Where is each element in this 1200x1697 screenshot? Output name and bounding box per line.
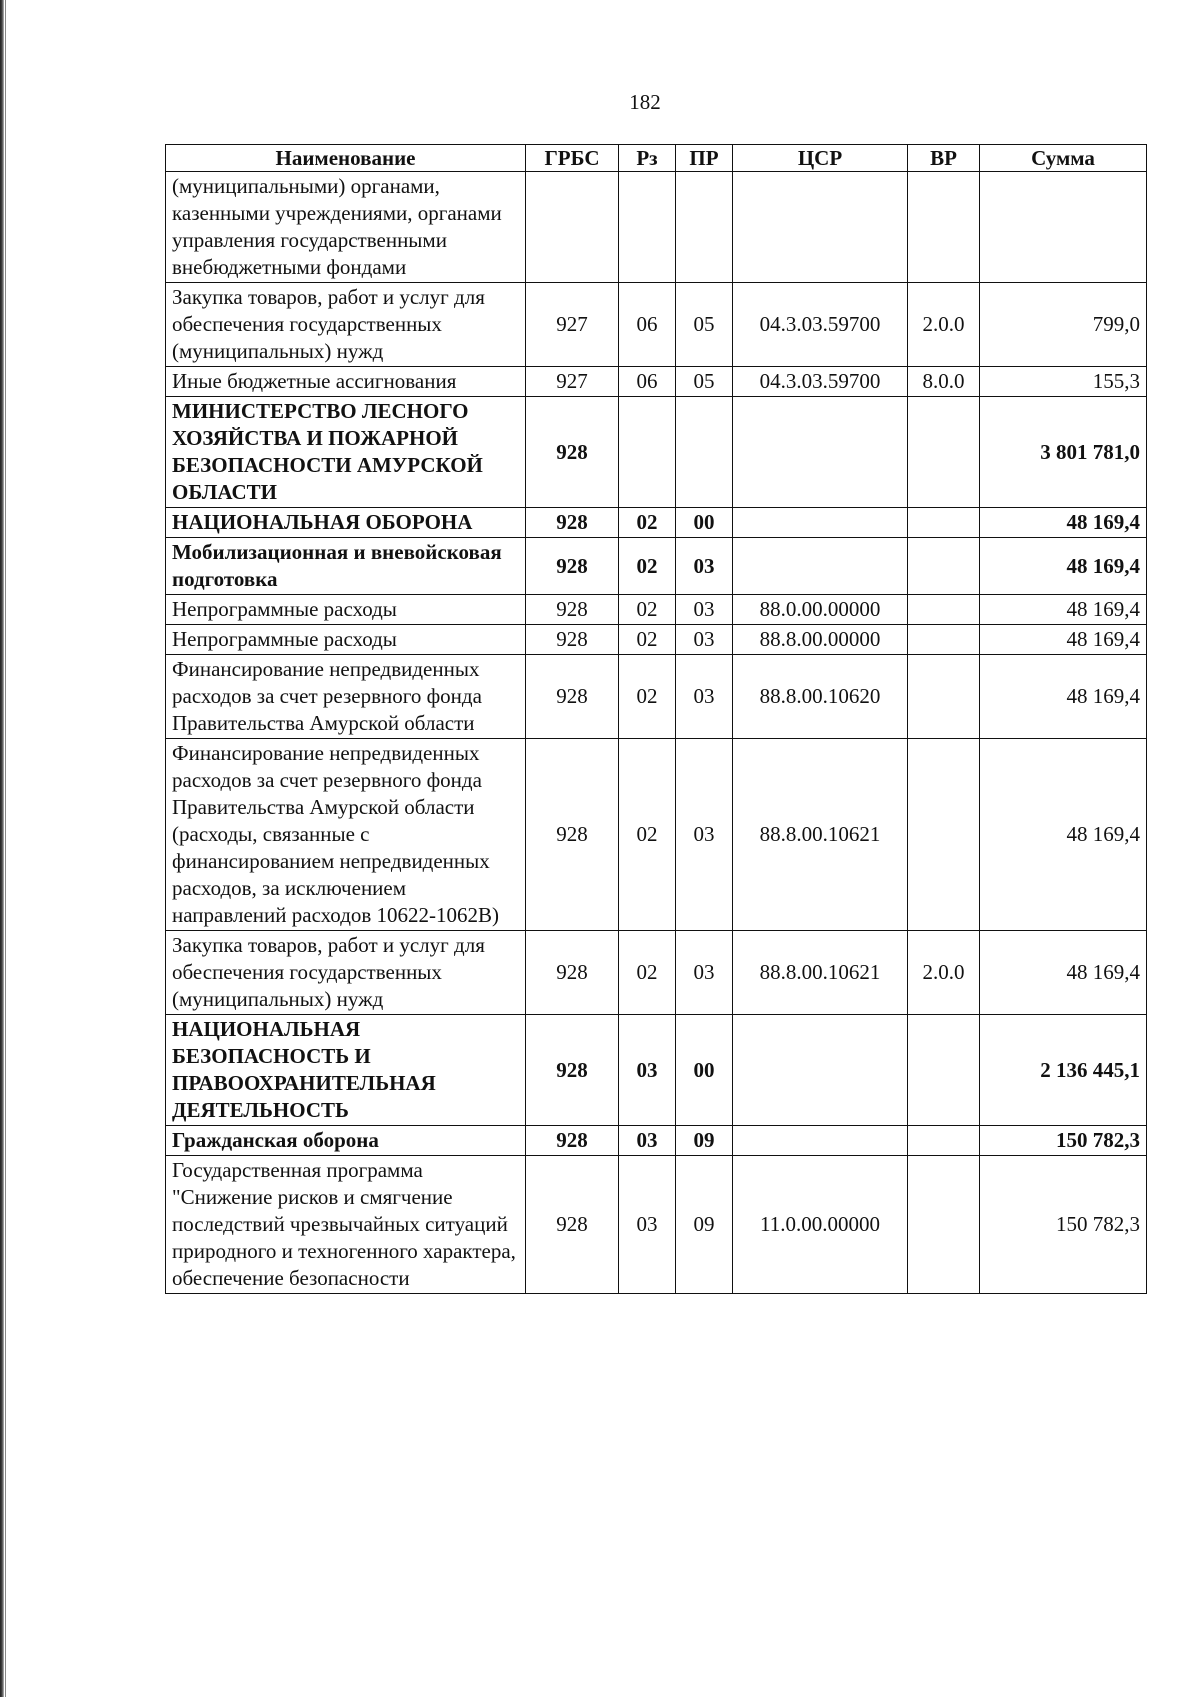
table-row <box>166 739 1147 931</box>
cell-pr: 03 <box>676 931 733 1015</box>
cell-rz: 02 <box>619 739 676 931</box>
cell-name: Финансирование непредвиденных расходов за счет резервного фонда Правительства Амурской области <box>166 655 526 739</box>
cell-sum: 48 169,4 <box>980 595 1147 625</box>
cell-csr <box>733 508 908 538</box>
cell-sum: 3 801 781,0 <box>980 397 1147 508</box>
cell-name: Непрограммные расходы <box>166 625 526 655</box>
cell-pr: 03 <box>676 625 733 655</box>
cell-csr: 88.0.00.00000 <box>733 595 908 625</box>
cell-vr <box>908 1156 980 1294</box>
header-vr: ВР <box>908 145 980 172</box>
cell-vr <box>908 655 980 739</box>
cell-name: МИНИСТЕРСТВО ЛЕСНОГО ХОЗЯЙСТВА И ПОЖАРНОЙ БЕЗОПАСНОСТИ АМУРСКОЙ ОБЛАСТИ <box>166 397 526 508</box>
cell-name: Финансирование непредвиденных расходов за счет резервного фонда Правительства Амурской области (расходы, связанные с финансированием непредвиденных расходов, за исключением направлений расходов 10622-1062В) <box>166 739 526 931</box>
table-row <box>166 172 1147 283</box>
scan-edge-line <box>5 0 6 1697</box>
table-row <box>166 595 1147 625</box>
cell-sum: 48 169,4 <box>980 931 1147 1015</box>
cell-rz <box>619 397 676 508</box>
cell-pr: 03 <box>676 538 733 595</box>
header-pr: ПР <box>676 145 733 172</box>
cell-name: Закупка товаров, работ и услуг для обеспечения государственных (муниципальных) нужд <box>166 931 526 1015</box>
cell-pr <box>676 172 733 283</box>
cell-pr: 05 <box>676 283 733 367</box>
cell-rz: 06 <box>619 367 676 397</box>
cell-grbs: 928 <box>526 655 619 739</box>
table-row <box>166 283 1147 367</box>
cell-vr <box>908 625 980 655</box>
table-row <box>166 508 1147 538</box>
cell-vr: 2.0.0 <box>908 931 980 1015</box>
cell-csr <box>733 1126 908 1156</box>
header-grbs: ГРБС <box>526 145 619 172</box>
table-row <box>166 931 1147 1015</box>
table-row <box>166 1015 1147 1126</box>
cell-pr: 03 <box>676 655 733 739</box>
cell-rz: 02 <box>619 931 676 1015</box>
cell-vr <box>908 397 980 508</box>
cell-csr: 11.0.00.00000 <box>733 1156 908 1294</box>
cell-rz: 02 <box>619 538 676 595</box>
table-row <box>166 655 1147 739</box>
cell-csr <box>733 397 908 508</box>
cell-csr: 88.8.00.10620 <box>733 655 908 739</box>
cell-grbs: 928 <box>526 1126 619 1156</box>
cell-sum: 48 169,4 <box>980 538 1147 595</box>
cell-sum: 48 169,4 <box>980 655 1147 739</box>
cell-sum: 48 169,4 <box>980 739 1147 931</box>
header-name: Наименование <box>166 145 526 172</box>
cell-name: Закупка товаров, работ и услуг для обеспечения государственных (муниципальных) нужд <box>166 283 526 367</box>
cell-name: НАЦИОНАЛЬНАЯ ОБОРОНА <box>166 508 526 538</box>
cell-pr: 05 <box>676 367 733 397</box>
table-header-row <box>166 145 1147 172</box>
cell-grbs: 928 <box>526 397 619 508</box>
cell-grbs: 928 <box>526 595 619 625</box>
cell-vr <box>908 508 980 538</box>
cell-csr: 04.3.03.59700 <box>733 367 908 397</box>
cell-sum: 48 169,4 <box>980 625 1147 655</box>
cell-sum: 150 782,3 <box>980 1126 1147 1156</box>
cell-rz: 02 <box>619 508 676 538</box>
cell-sum: 155,3 <box>980 367 1147 397</box>
page-number: 182 <box>629 90 661 114</box>
cell-rz <box>619 172 676 283</box>
cell-name: Мобилизационная и вневойсковая подготовка <box>166 538 526 595</box>
cell-pr: 03 <box>676 595 733 625</box>
cell-pr <box>676 397 733 508</box>
cell-pr: 00 <box>676 1015 733 1126</box>
cell-rz: 02 <box>619 595 676 625</box>
cell-pr: 00 <box>676 508 733 538</box>
table-row <box>166 367 1147 397</box>
cell-csr <box>733 1015 908 1126</box>
cell-grbs: 928 <box>526 538 619 595</box>
table-row <box>166 1156 1147 1294</box>
cell-rz: 03 <box>619 1156 676 1294</box>
cell-grbs <box>526 172 619 283</box>
cell-vr <box>908 1126 980 1156</box>
cell-csr: 04.3.03.59700 <box>733 283 908 367</box>
header-sum: Сумма <box>980 145 1147 172</box>
table-row <box>166 538 1147 595</box>
cell-vr <box>908 739 980 931</box>
table-row <box>166 625 1147 655</box>
cell-grbs: 928 <box>526 739 619 931</box>
cell-csr <box>733 538 908 595</box>
cell-rz: 02 <box>619 655 676 739</box>
table-row <box>166 397 1147 508</box>
cell-csr: 88.8.00.10621 <box>733 739 908 931</box>
cell-pr: 09 <box>676 1156 733 1294</box>
cell-grbs: 928 <box>526 1156 619 1294</box>
header-csr: ЦСР <box>733 145 908 172</box>
cell-name: Иные бюджетные ассигнования <box>166 367 526 397</box>
cell-vr <box>908 172 980 283</box>
cell-grbs: 927 <box>526 283 619 367</box>
cell-sum: 2 136 445,1 <box>980 1015 1147 1126</box>
scan-edge <box>0 0 4 1697</box>
cell-rz: 03 <box>619 1015 676 1126</box>
cell-grbs: 928 <box>526 931 619 1015</box>
cell-sum: 48 169,4 <box>980 508 1147 538</box>
cell-rz: 03 <box>619 1126 676 1156</box>
cell-pr: 03 <box>676 739 733 931</box>
cell-pr: 09 <box>676 1126 733 1156</box>
cell-name: Непрограммные расходы <box>166 595 526 625</box>
cell-rz: 02 <box>619 625 676 655</box>
cell-name: Государственная программа "Снижение рисков и смягчение последствий чрезвычайных ситуаций природного и техногенного характера, обеспечение безопасности <box>166 1156 526 1294</box>
table-row <box>166 1126 1147 1156</box>
cell-vr <box>908 595 980 625</box>
cell-vr: 8.0.0 <box>908 367 980 397</box>
cell-name: Гражданская оборона <box>166 1126 526 1156</box>
cell-grbs: 928 <box>526 625 619 655</box>
cell-grbs: 928 <box>526 508 619 538</box>
cell-sum: 150 782,3 <box>980 1156 1147 1294</box>
cell-sum: 799,0 <box>980 283 1147 367</box>
cell-grbs: 928 <box>526 1015 619 1126</box>
cell-name: (муниципальными) органами, казенными учреждениями, органами управления государственными внебюджетными фондами <box>166 172 526 283</box>
cell-vr <box>908 1015 980 1126</box>
cell-name: НАЦИОНАЛЬНАЯ БЕЗОПАСНОСТЬ И ПРАВООХРАНИТЕЛЬНАЯ ДЕЯТЕЛЬНОСТЬ <box>166 1015 526 1126</box>
cell-grbs: 927 <box>526 367 619 397</box>
header-rz: Рз <box>619 145 676 172</box>
cell-sum <box>980 172 1147 283</box>
cell-csr <box>733 172 908 283</box>
cell-csr: 88.8.00.00000 <box>733 625 908 655</box>
budget-table <box>165 144 1147 1294</box>
cell-vr <box>908 538 980 595</box>
cell-vr: 2.0.0 <box>908 283 980 367</box>
cell-csr: 88.8.00.10621 <box>733 931 908 1015</box>
cell-rz: 06 <box>619 283 676 367</box>
